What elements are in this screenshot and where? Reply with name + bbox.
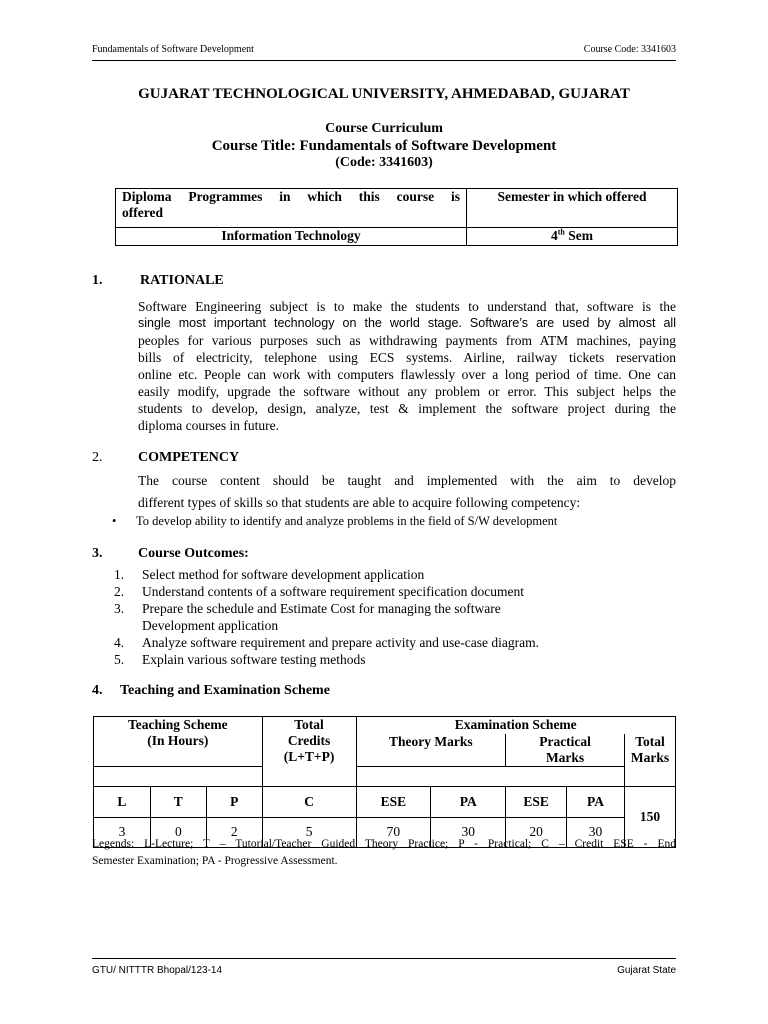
value-practical-pa: 30 [567, 817, 625, 847]
outcome-number: 5. [114, 652, 125, 667]
rationale-line: Software Engineering subject is to make the students to understand that, software is the [138, 299, 676, 314]
page-header [92, 44, 676, 55]
value-practical-ese: 20 [506, 817, 567, 847]
scheme-number: 4. [92, 683, 103, 698]
outcome-number: 2. [114, 584, 125, 599]
outcome-item [114, 617, 539, 634]
col-practical-ese: ESE [506, 786, 567, 817]
footer-right: Gujarat State [617, 965, 676, 976]
legend [92, 836, 676, 870]
curriculum-heading: Course Curriculum [325, 121, 443, 136]
rationale-line: single most important technology on the world stage. Software’s are used by almost all [138, 316, 676, 330]
outcome-text: Understand contents of a software requirement specification document [142, 584, 524, 599]
outcome-item [114, 600, 539, 617]
outcome-text: Prepare the schedule and Estimate Cost for managing the software [142, 601, 501, 616]
outcomes-list [114, 566, 539, 668]
outcomes-heading: Course Outcomes: [138, 546, 249, 561]
rationale-line: online etc. People can work with computers flawlessly over a long period of time. One can [138, 367, 676, 382]
exam-scheme-header: Examination Scheme [356, 717, 676, 734]
rationale-line: bills of electricity, telephone using ECS systems. Airline, railway tickets reservation [138, 350, 676, 365]
competency-bullet: • To develop ability to identify and analyze problems in the field of S/W development [112, 514, 558, 528]
scheme-table [93, 716, 676, 848]
value-t: 0 [150, 817, 206, 847]
col-practical-pa: PA [567, 786, 625, 817]
header-course-name: Fundamentals of Software Development [92, 44, 254, 55]
footer-left: GTU/ NITTTR Bhopal/123-14 [92, 965, 223, 976]
value-c: 5 [262, 817, 356, 847]
col-theory-pa: PA [431, 786, 506, 817]
course-code: (Code: 3341603) [335, 155, 433, 170]
total-value: 150 [624, 786, 675, 847]
outcome-text: Select method for software development application [142, 567, 425, 582]
offering-table [115, 188, 678, 246]
credits-header: Total Credits (L+T+P) [262, 717, 356, 787]
value-p: 2 [206, 817, 262, 847]
total-marks-header: Total Marks [624, 734, 675, 787]
page-footer [92, 965, 676, 976]
rationale-heading: RATIONALE [140, 273, 224, 288]
course-title: Course Title: Fundamentals of Software Development [211, 138, 557, 154]
competency-text: The course content should be taught and implemented with the aim to develop different types of skills so that students are able to acquire following competency: [138, 473, 676, 510]
rationale-line: easily modify, upgrade the software without any problem or error. This subject helps the [138, 384, 676, 399]
competency-number: 2. [92, 450, 103, 465]
outcome-item [114, 583, 539, 600]
outcome-number [114, 617, 142, 634]
header-rule [92, 60, 676, 61]
rationale-line: diploma courses in future. [138, 418, 279, 433]
outcome-number: 4. [114, 635, 125, 650]
teaching-scheme-header: Teaching Scheme (In Hours) [94, 717, 263, 767]
outcome-item [114, 634, 539, 651]
value-theory-ese: 70 [356, 817, 431, 847]
semester-value: 4th Sem [467, 228, 678, 246]
rationale-number: 1. [92, 273, 103, 288]
legend-line-2: Semester Examination; PA - Progressive Assessment. [92, 855, 338, 867]
header-course-code: Course Code: 3341603 [583, 44, 676, 55]
rationale-line: students to develop, design, analyze, test & implement the software project during the [138, 401, 676, 416]
col-p: P [206, 786, 262, 817]
theory-marks-header: Theory Marks [356, 734, 506, 767]
outcome-item [114, 651, 539, 668]
semester-header: Semester in which offered [467, 189, 678, 228]
value-theory-pa: 30 [431, 817, 506, 847]
university-title: GUJARAT TECHNOLOGICAL UNIVERSITY, AHMEDABAD, GUJARAT [138, 86, 630, 102]
col-l: L [94, 786, 151, 817]
scheme-heading: Teaching and Examination Scheme [120, 683, 330, 698]
outcome-text: Explain various software testing methods [142, 652, 366, 667]
rationale-line: peoples for various purposes such as withdrawing payments from ATM machines, paying [138, 333, 676, 348]
outcome-number: 3. [114, 601, 125, 616]
outcomes-number: 3. [92, 546, 103, 561]
competency-heading: COMPETENCY [138, 450, 240, 465]
footer-rule [92, 958, 676, 959]
outcome-number: 1. [114, 567, 125, 582]
rationale-text [138, 298, 676, 434]
legend-line-1: Legends: L-Lecture; T – Tutorial/Teacher Guided Theory Practice; P - Practical; C – Credit ESE - End [92, 838, 676, 850]
col-c: C [262, 786, 356, 817]
col-t: T [150, 786, 206, 817]
outcome-text: Development application [142, 618, 279, 633]
value-l: 3 [94, 817, 151, 847]
outcome-item [114, 566, 539, 583]
programme-header: Diploma Programmes in which this course is offered [116, 189, 467, 228]
outcome-text: Analyze software requirement and prepare activity and use-case diagram. [142, 635, 539, 650]
practical-marks-header: Practical Marks [506, 734, 625, 767]
programme-name: Information Technology [116, 228, 467, 246]
col-theory-ese: ESE [356, 786, 431, 817]
